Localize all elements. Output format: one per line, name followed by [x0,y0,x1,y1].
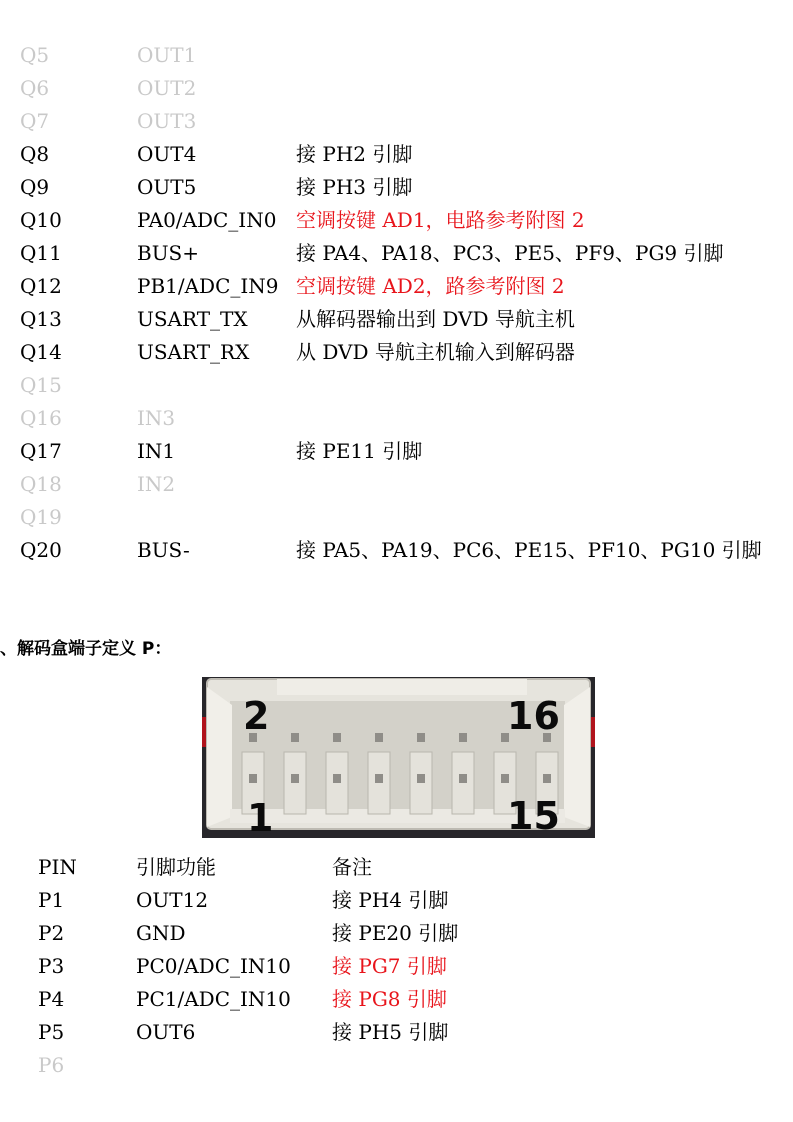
housing-notch [277,679,527,695]
right-rail [564,687,590,827]
pin-id: Q5 [20,43,50,67]
table-row [0,303,793,336]
pin-note: 从 DVD 导航主机输入到解码器 [296,340,575,364]
pin-id: Q16 [20,406,62,430]
pin-note: 接 PG8 引脚 [332,987,447,1011]
pin-function: PC0/ADC_IN10 [136,954,291,978]
pin-id: Q20 [20,538,62,562]
table-row [0,369,793,402]
pin-note: 接 PG7 引脚 [332,954,447,978]
table-row [0,204,793,237]
pin-id: Q12 [20,274,62,298]
pin-note: 从解码器输出到 DVD 导航主机 [296,307,575,331]
table-row [0,950,793,983]
pin-id: Q17 [20,439,62,463]
table-row [0,1016,793,1049]
table-row [0,917,793,950]
pin-note: 空调按键 AD2，路参考附图 2 [296,274,565,298]
pin-function: IN1 [137,439,176,463]
pin-id: P5 [38,1020,65,1044]
table-row [0,72,793,105]
pin-id: P4 [38,987,65,1011]
table-row [0,884,793,917]
pin-function: OUT12 [136,888,209,912]
pin-note: 接 PH3 引脚 [296,175,413,199]
pin-function: GND [136,921,186,945]
pin-note: 接 PA5、PA19、PC6、PE15、PF10、PG10 引脚 [296,538,762,562]
pin-function: PB1/ADC_IN9 [137,274,279,298]
table-row [0,171,793,204]
pin-id: P2 [38,921,65,945]
column-header-note: 备注 [332,855,372,879]
pin-function: OUT4 [137,142,197,166]
pin-note: 接 PE11 引脚 [296,439,423,463]
pin-id: P1 [38,888,65,912]
pin-function: IN2 [137,472,176,496]
pin-id: P6 [38,1053,65,1077]
pin-function: USART_RX [137,340,250,364]
table-row [0,39,793,72]
pin-note: 接 PA4、PA18、PC3、PE5、PF9、PG9 引脚 [296,241,724,265]
pin-note: 接 PH5 引脚 [332,1020,449,1044]
pin-id: Q8 [20,142,50,166]
table-row [0,534,793,567]
pin-note: 接 PE20 引脚 [332,921,459,945]
pin-function: PC1/ADC_IN10 [136,987,291,1011]
connector-label-1: 1 [247,796,274,838]
table-row [0,105,793,138]
table-row [0,983,793,1016]
column-header-function: 引脚功能 [136,855,216,879]
table-row [0,138,793,171]
connector-label-16: 16 [507,694,560,738]
table-row [0,1049,793,1082]
table-row [0,237,793,270]
pin-function: OUT1 [137,43,197,67]
pin-function: IN3 [137,406,176,430]
pin-id: Q6 [20,76,50,100]
pin-id: Q13 [20,307,62,331]
connector-label-2: 2 [243,694,270,738]
pin-function: OUT3 [137,109,197,133]
pin-function: BUS+ [137,241,200,265]
pin-id: Q18 [20,472,62,496]
pin-id: Q9 [20,175,50,199]
pin-id: Q14 [20,340,62,364]
pin-function: OUT5 [137,175,197,199]
pin-id: Q19 [20,505,62,529]
connector-photo [202,677,595,838]
pin-function: PA0/ADC_IN0 [137,208,277,232]
pin-function: USART_TX [137,307,248,331]
pin-note: 空调按键 AD1，电路参考附图 2 [296,208,585,232]
section-title: 、解码盒端子定义 P： [0,639,172,659]
pin-note: 接 PH4 引脚 [332,888,449,912]
pin-id: Q10 [20,208,62,232]
pin-id: Q11 [20,241,62,265]
table-row [0,336,793,369]
pin-function: OUT6 [136,1020,196,1044]
pin-id: P3 [38,954,65,978]
pin-id: Q7 [20,109,50,133]
table-row [0,435,793,468]
column-header-pin: PIN [38,855,77,879]
pin-id: Q15 [20,373,62,397]
connector-label-15: 15 [507,794,560,838]
table-row [0,270,793,303]
pin-note: 接 PH2 引脚 [296,142,413,166]
pin-function: OUT2 [137,76,197,100]
pin-function: BUS- [137,538,190,562]
table-row [0,402,793,435]
left-rail [207,687,232,827]
table-row [0,501,793,534]
table-row [0,468,793,501]
table-header [0,851,793,884]
